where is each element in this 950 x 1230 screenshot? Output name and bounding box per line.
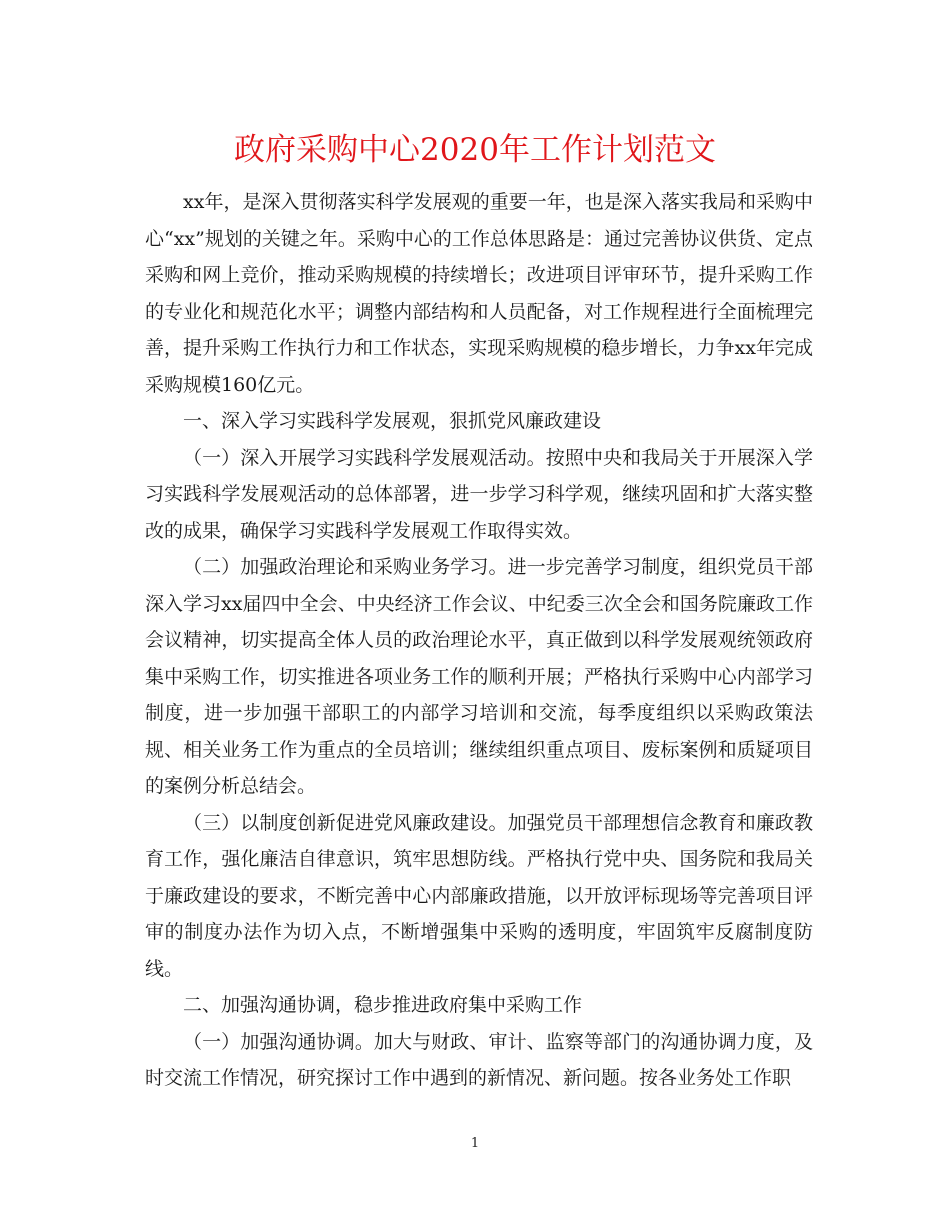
page-number: 1 <box>470 1136 480 1151</box>
paragraph-1-2: （二）加强政治理论和采购业务学习。进一步完善学习制度，组织党员干部深入学习xx届四中全会、中央经济工作会议、中纪委三次全会和国务院廉政工作会议精神，切实提高全体人员的政治理论水平，真正做到以科学发展观统领政府集中采购工作，切实推进各项业务工作的顺利开展；严格执行采购中心内部学习制度，进一步加强干部职工的内部学习培训和交流，每季度组织以采购政策法规、相关业务工作为重点的全员培训；继续组织重点项目、废标案例和质疑项目的案例分析总结会。 <box>145 556 813 797</box>
section-heading-2: 二、加强沟通协调，稳步推进政府集中采购工作 <box>183 994 583 1016</box>
paragraph-intro: xx年，是深入贯彻落实科学发展观的重要一年，也是深入落实我局和采购中心“xx”规划的关键之年。采购中心的工作总体思路是：通过完善协议供货、定点采购和网上竞价，推动采购规模的持续增长；改进项目评审环节，提升采购工作的专业化和规范化水平；调整内部结构和人员配备，对工作规程进行全面梳理完善，提升采购工作执行力和工作状态，实现采购规模的稳步增长，力争xx年完成采购规模160亿元。 <box>145 191 813 396</box>
paragraph-1-1: （一）深入开展学习实践科学发展观活动。按照中央和我局关于开展深入学习实践科学发展观活动的总体部署，进一步学习科学观，继续巩固和扩大落实整改的成果，确保学习实践科学发展观工作取得实效。 <box>145 446 813 542</box>
paragraph-2-1: （一）加强沟通协调。加大与财政、审计、监察等部门的沟通协调力度，及时交流工作情况，研究探讨工作中遇到的新情况、新问题。按各业务处工作职 <box>145 1030 813 1089</box>
document-body <box>145 184 813 1097</box>
paragraph-1-3: （三）以制度创新促进党风廉政建设。加强党员干部理想信念教育和廉政教育工作，强化廉洁自律意识，筑牢思想防线。严格执行党中央、国务院和我局关于廉政建设的要求，不断完善中心内部廉政措施，以开放评标现场等完善项目评审的制度办法作为切入点，不断增强集中采购的透明度，牢固筑牢反腐制度防线。 <box>145 811 813 980</box>
section-heading-1: 一、深入学习实践科学发展观，狠抓党风廉政建设 <box>183 410 602 432</box>
document-title: 政府采购中心2020年工作计划范文 <box>234 132 716 168</box>
